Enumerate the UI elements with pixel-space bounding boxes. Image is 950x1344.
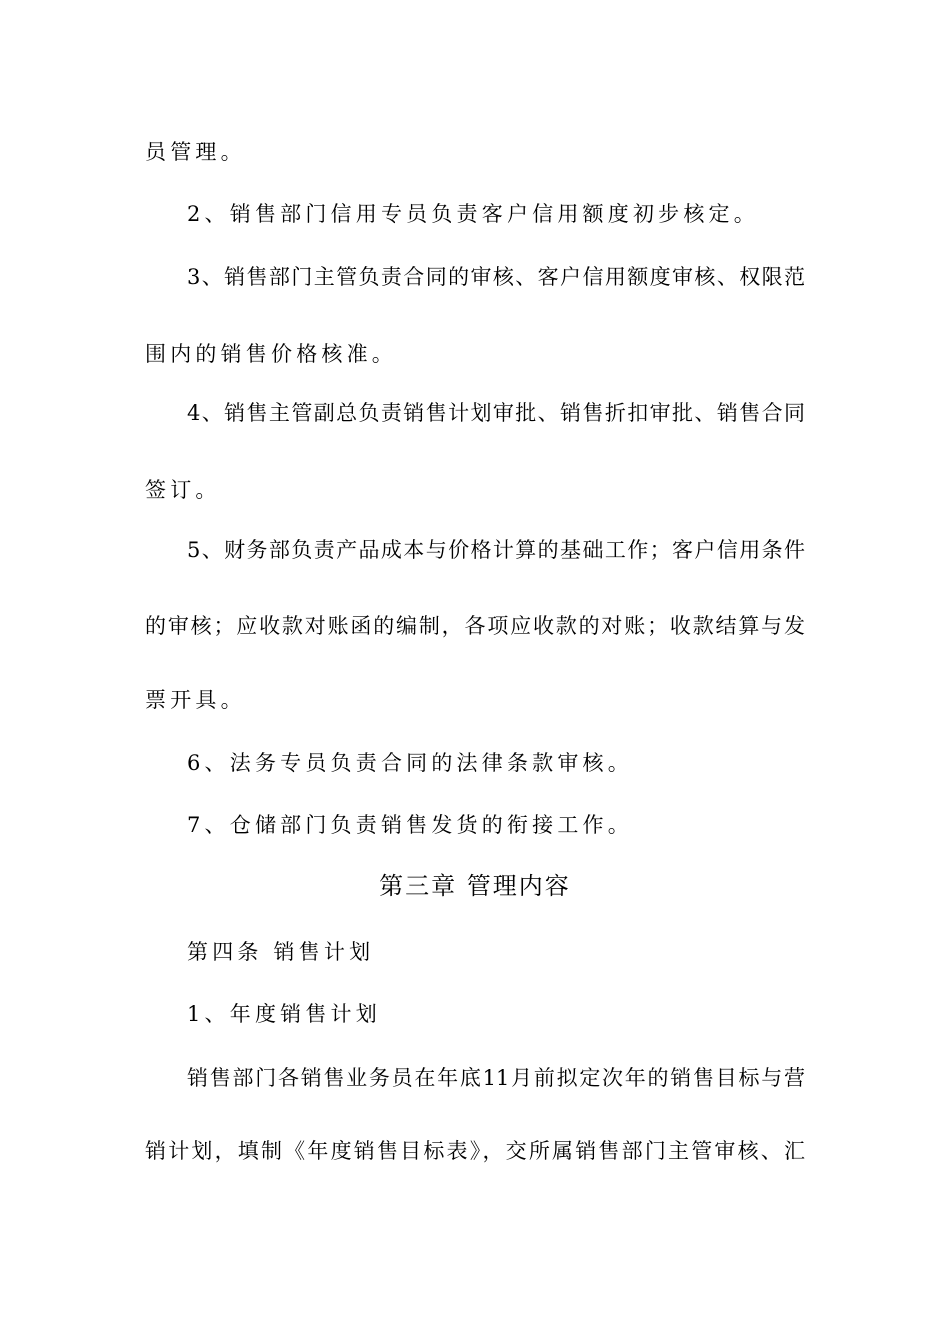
text-line: 员管理。 (145, 140, 246, 164)
text-line: 围内的销售价格核准。 (145, 342, 397, 366)
text-line: 5、财务部负责产品成本与价格计算的基础工作；客户信用条件 (187, 538, 805, 562)
text-line: 2、销售部门信用专员负责客户信用额度初步核定。 (187, 202, 759, 226)
text-line: 4、销售主管副总负责销售计划审批、销售折扣审批、销售合同 (187, 401, 805, 425)
text-line: 销售部门各销售业务员在年底11月前拟定次年的销售目标与营 (187, 1066, 805, 1090)
text-line: 签订。 (145, 478, 221, 502)
text-line: 6、法务专员负责合同的法律条款审核。 (187, 751, 633, 775)
chapter-heading: 第三章 管理内容 (379, 872, 571, 900)
text-line: 7、仓储部门负责销售发货的衔接工作。 (187, 813, 633, 837)
text-line: 票开具。 (145, 688, 246, 712)
section-heading: 第四条 销售计划 (187, 940, 375, 964)
text-line: 3、销售部门主管负责合同的审核、客户信用额度审核、权限范 (187, 265, 805, 289)
text-line: 销计划，填制《年度销售目标表》，交所属销售部门主管审核、汇 (145, 1139, 805, 1163)
text-line: 1、年度销售计划 (187, 1002, 381, 1026)
text-line: 的审核；应收款对账函的编制，各项应收款的对账；收款结算与发 (145, 614, 805, 638)
